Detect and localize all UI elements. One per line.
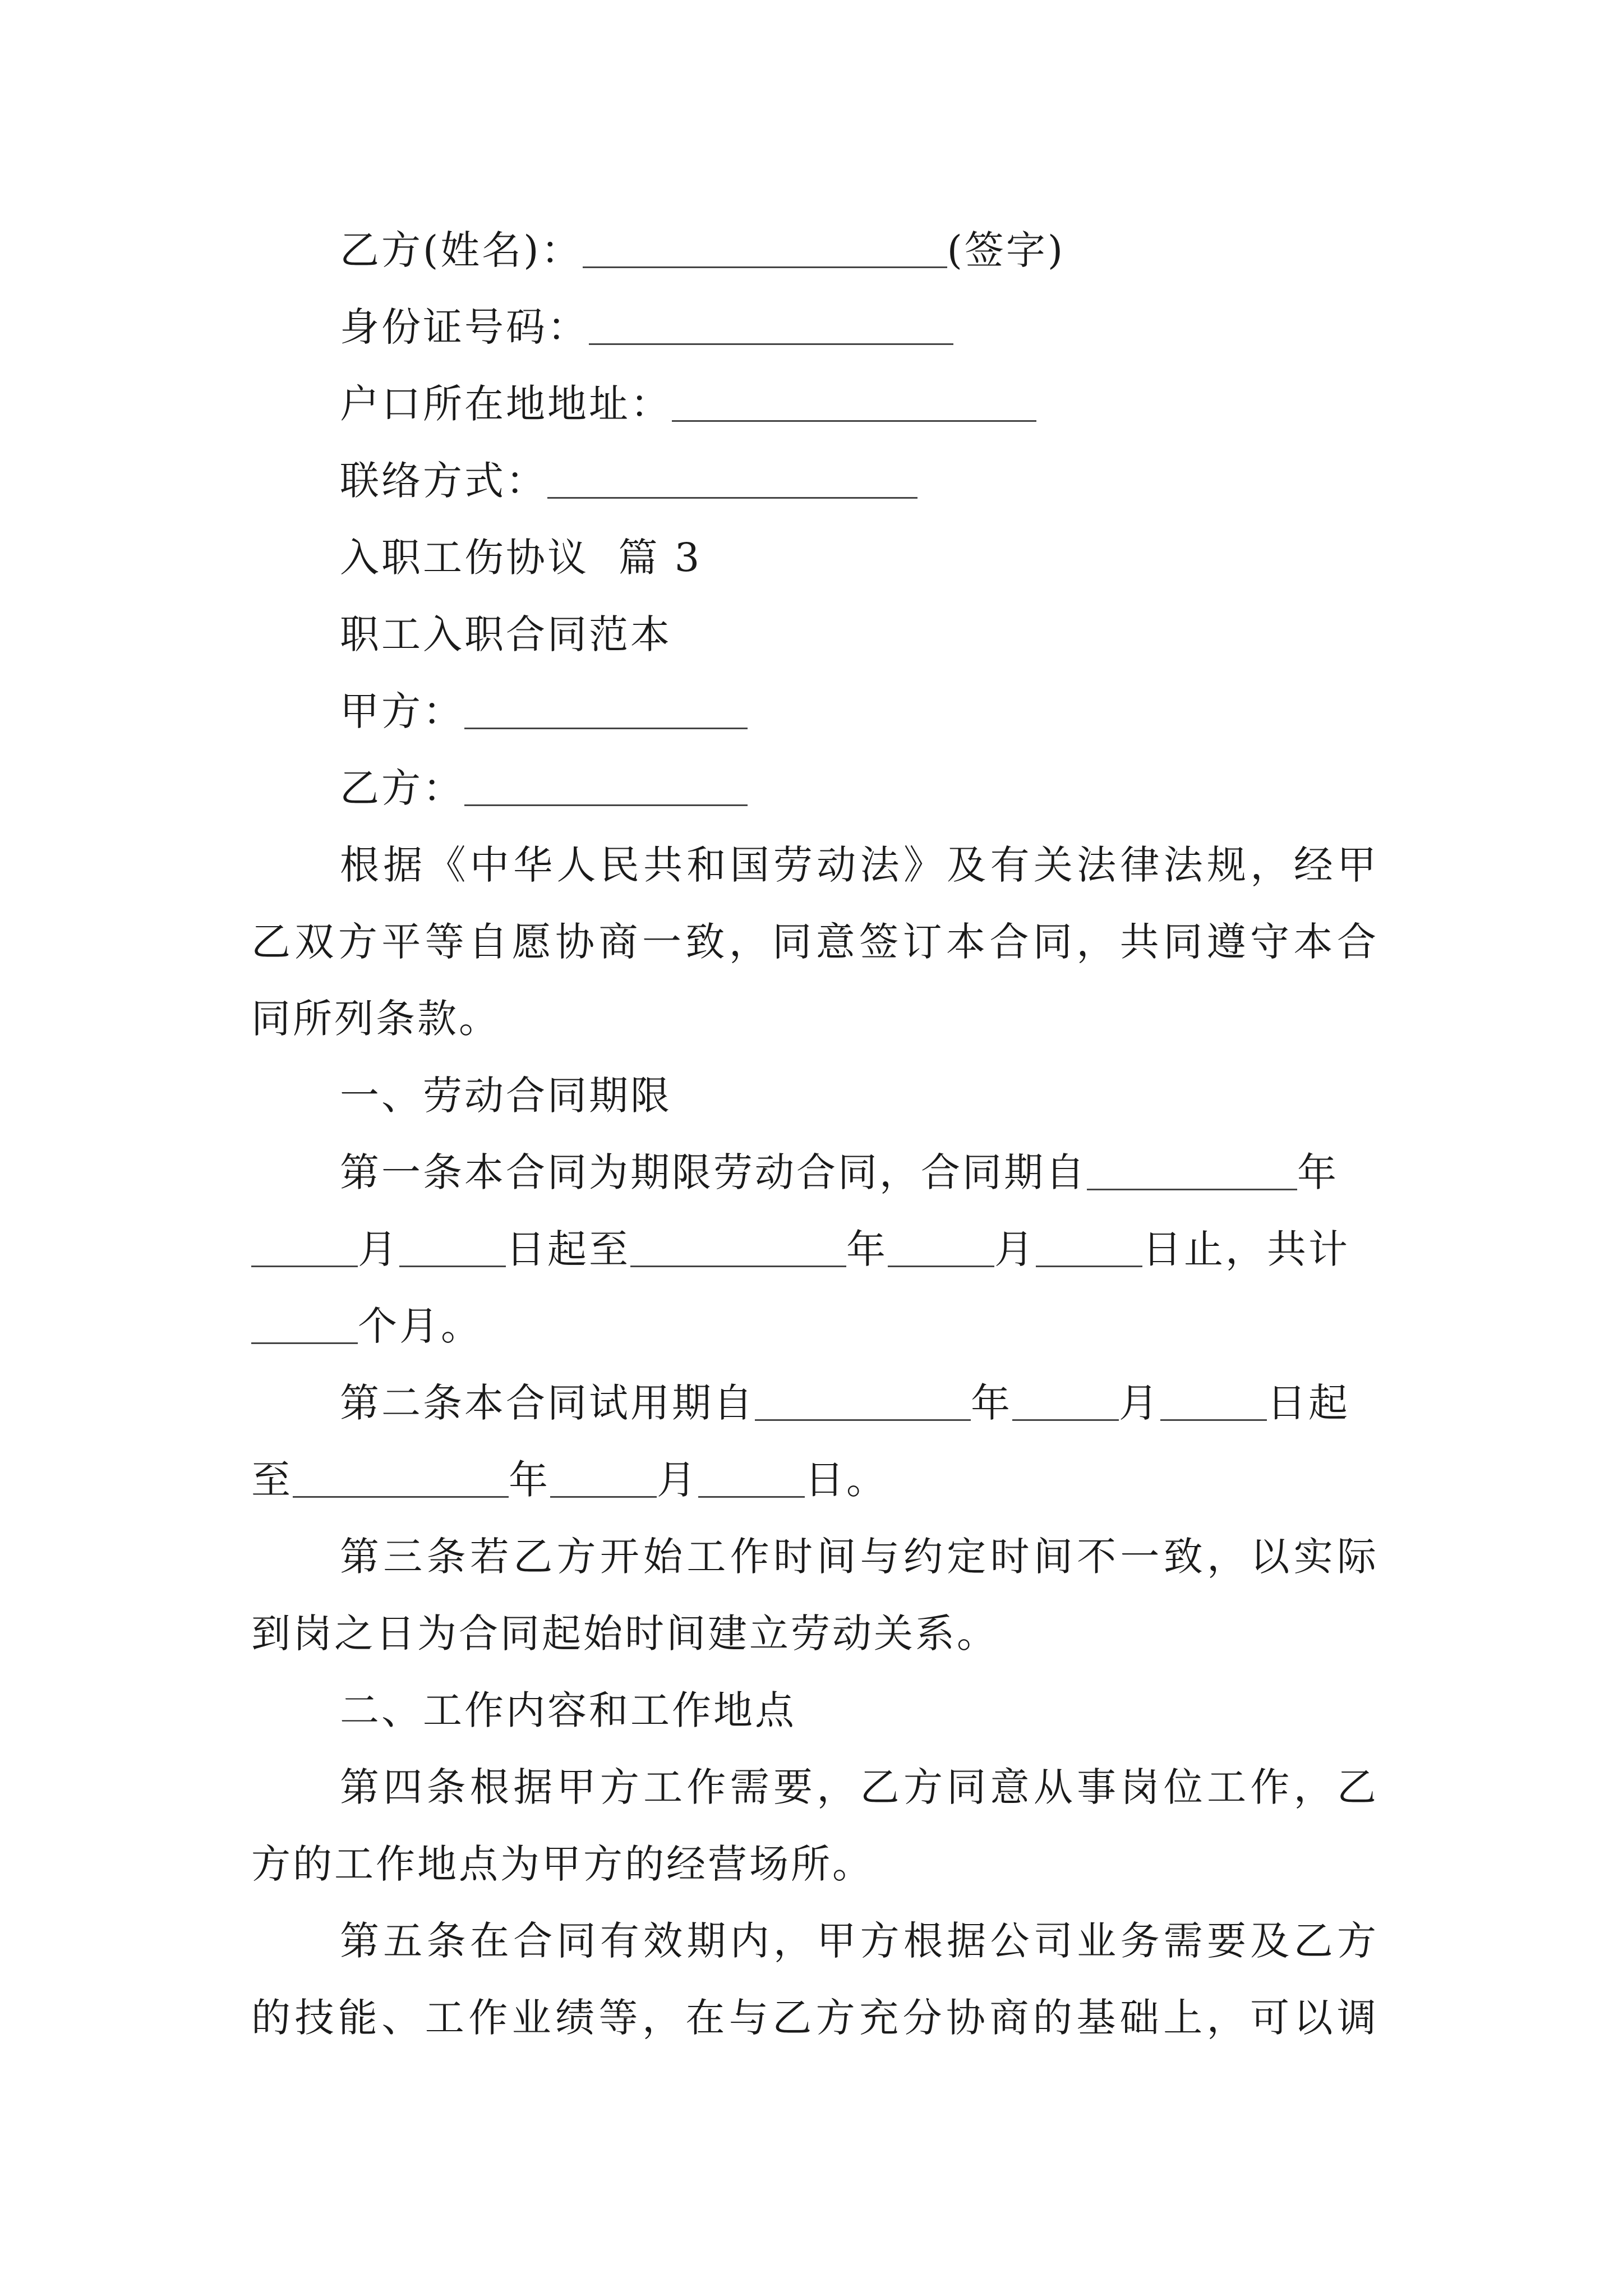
heading-contract xyxy=(251,596,1378,673)
day-blank[interactable] xyxy=(399,1232,506,1267)
art4-line-1: 第四条根据甲方工作需要，乙方同意从事岗位工作，乙 xyxy=(340,1764,1378,1810)
month-blank[interactable] xyxy=(251,1232,358,1267)
label: (签字) xyxy=(947,227,1066,273)
party-b-blank[interactable] xyxy=(464,771,748,806)
text: 月 xyxy=(358,1226,399,1272)
year-blank[interactable] xyxy=(630,1232,846,1267)
day-blank[interactable] xyxy=(698,1462,805,1498)
label: 户口所在地地址： xyxy=(340,381,672,427)
contact-blank[interactable] xyxy=(547,463,917,499)
day-blank[interactable] xyxy=(1036,1232,1142,1267)
months-blank[interactable] xyxy=(251,1309,358,1344)
party-b-name-line xyxy=(251,212,1378,289)
art5-line-2: 的技能、工作业绩等，在与乙方充分协商的基础上，可以调 xyxy=(251,1995,1378,2041)
intro-line-3: 同所列条款。 xyxy=(251,996,500,1042)
text: 日起 xyxy=(1267,1380,1350,1426)
section-2-heading: 二、工作内容和工作地点 xyxy=(340,1687,796,1733)
year-blank[interactable] xyxy=(293,1462,509,1498)
heading-text: 职工入职合同范本 xyxy=(340,611,672,657)
text: 日起至 xyxy=(506,1226,630,1272)
section-1-heading: 一、劳动合同期限 xyxy=(340,1073,672,1119)
label: 联络方式： xyxy=(340,458,547,504)
text: 个月。 xyxy=(358,1303,482,1349)
text: 年 xyxy=(1297,1149,1339,1195)
id-number-blank[interactable] xyxy=(589,310,953,345)
document-page xyxy=(251,212,1378,2056)
text: 年 xyxy=(846,1226,888,1272)
month-blank[interactable] xyxy=(1012,1386,1119,1421)
art1-line-2 xyxy=(251,1211,1378,1288)
year-blank[interactable] xyxy=(755,1386,971,1421)
address-blank[interactable] xyxy=(672,386,1036,422)
intro-line-2: 乙双方平等自愿协商一致，同意签订本合同，共同遵守本合 xyxy=(251,919,1378,965)
intro-line-1: 根据《中华人民共和国劳动法》及有关法律法规，经甲 xyxy=(340,842,1378,888)
text: 月 xyxy=(657,1457,698,1503)
art2-line-1 xyxy=(251,1365,1378,1442)
party-a-blank[interactable] xyxy=(464,694,748,729)
label: 身份证号码： xyxy=(340,304,589,350)
text: 年 xyxy=(971,1380,1012,1426)
text: 至 xyxy=(251,1457,293,1503)
text: 月 xyxy=(1119,1380,1160,1426)
text: 月 xyxy=(994,1226,1036,1272)
party-a-line xyxy=(251,673,1378,750)
text: 日止，共计 xyxy=(1142,1226,1350,1272)
art1-line-1 xyxy=(251,1134,1378,1211)
text: 第二条本合同试用期自 xyxy=(340,1380,755,1426)
contact-line xyxy=(251,443,1378,519)
art3-line-2: 到岗之日为合同起始时间建立劳动关系。 xyxy=(251,1611,998,1657)
art1-line-3 xyxy=(251,1288,1378,1365)
month-blank[interactable] xyxy=(888,1232,994,1267)
art2-line-2 xyxy=(251,1442,1378,1519)
text: 第一条本合同为期限劳动合同，合同期自 xyxy=(340,1149,1087,1195)
day-blank[interactable] xyxy=(1160,1386,1267,1421)
text: 日。 xyxy=(805,1457,888,1503)
label: 甲方： xyxy=(340,688,464,734)
art4-line-2: 方的工作地点为甲方的经营场所。 xyxy=(251,1841,874,1887)
signature-blank[interactable] xyxy=(583,233,947,268)
heading-text: 入职工伤协议 篇 3 xyxy=(340,535,702,581)
month-blank[interactable] xyxy=(550,1462,657,1498)
heading-article-3 xyxy=(251,519,1378,596)
art3-line-1: 第三条若乙方开始工作时间与约定时间不一致，以实际 xyxy=(340,1534,1378,1580)
id-number-line xyxy=(251,289,1378,366)
text: 年 xyxy=(509,1457,550,1503)
household-address-line xyxy=(251,366,1378,443)
label: 乙方(姓名)： xyxy=(340,227,583,273)
art5-line-1: 第五条在合同有效期内，甲方根据公司业务需要及乙方 xyxy=(340,1918,1378,1964)
year-blank[interactable] xyxy=(1087,1155,1297,1190)
label: 乙方： xyxy=(340,765,464,811)
party-b-line xyxy=(251,750,1378,827)
